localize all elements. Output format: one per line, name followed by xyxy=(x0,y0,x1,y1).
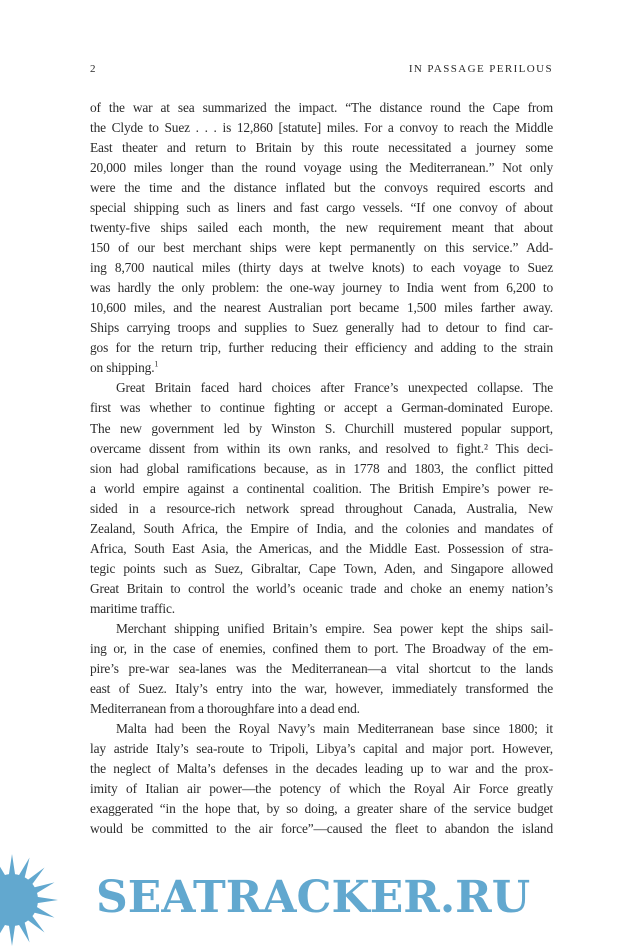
text-line: ing 8,700 nautical miles (thirty days at twelve knots) to each voyage to Suez xyxy=(90,260,553,276)
watermark-text: SEATRACKER.RU xyxy=(96,872,531,923)
text-line: a world empire against a continental coalition. The British Empire’s power re- xyxy=(90,480,553,496)
text-line: maritime traffic. xyxy=(90,600,175,616)
text-line: east of Suez. Italy’s entry into the war, however, immediately transformed the xyxy=(90,680,553,696)
text-line: first was whether to continue fighting or accept a German-dominated Europe. xyxy=(90,400,553,416)
text-line: The new government led by Winston S. Churchill mustered popular support, xyxy=(90,420,553,436)
text-line: Ships carrying troops and supplies to Suez generally had to detour to find car- xyxy=(90,320,553,336)
text-line: were the time and the distance inflated but the convoys required escorts and xyxy=(90,180,553,196)
text-line: Malta had been the Royal Navy’s main Mediterranean base since 1800; it xyxy=(116,720,553,736)
text-line: Zealand, South Africa, the Empire of India, and the colonies and mandates of xyxy=(90,520,553,536)
sun-ray xyxy=(9,924,16,946)
running-header xyxy=(90,63,553,77)
text-line: Merchant shipping unified Britain’s empire. Sea power kept the ships sail- xyxy=(116,620,553,636)
text-line: pire’s pre-war sea-lanes was the Mediterranean—a vital shortcut to the lands xyxy=(90,660,553,676)
running-title: IN PASSAGE PERILOUS xyxy=(408,63,553,75)
text-line: ing or, in the case of enemies, confined them to port. The Broadway of the em- xyxy=(90,640,553,656)
text-line: twenty-five ships sailed each month, the new requirement meant that about xyxy=(90,220,553,236)
text-line: special shipping such as liners and fast cargo vessels. “If one convoy of about xyxy=(90,200,553,216)
sun-ray xyxy=(9,854,16,876)
page-number: 2 xyxy=(90,63,97,75)
text-line: tegic points such as Suez, Gibraltar, Cape Town, Aden, and Singapore allowed xyxy=(90,560,553,576)
sun-ray xyxy=(36,897,58,904)
text-line: Great Britain faced hard choices after France’s unexpected collapse. The xyxy=(116,380,553,396)
text-line: Great Britain to control the world’s oceanic trade and choke an enemy nation’s xyxy=(90,580,553,596)
text-line: Africa, South East Asia, the Americas, and the Middle East. Possession of stra- xyxy=(90,540,553,556)
text-line: gos for the return trip, further reducing their efficiency and adding to the strain xyxy=(90,340,553,356)
text-line: 10,600 miles, and the nearest Australian port became 1,500 miles farther away. xyxy=(90,300,553,316)
text-line: the Clyde to Suez . . . is 12,860 [statute] miles. For a convoy to reach the Middle xyxy=(90,120,553,136)
text-line: the neglect of Malta’s defenses in the decades leading up to war and the prox- xyxy=(90,761,553,777)
text-line: on shipping.$^1$ xyxy=(90,359,159,376)
watermark xyxy=(0,850,642,949)
text-line: sided in a resource-rich network spread throughout Canada, Australia, New xyxy=(90,500,553,516)
text-line: East theater and return to Britain by this route necessitated a journey some xyxy=(90,140,553,156)
text-line: sion had global ramifications because, as in 1778 and 1803, the conflict pitted xyxy=(90,460,553,476)
text-line: of the war at sea summarized the impact. “The distance round the Cape from xyxy=(90,100,553,115)
text-line: would be committed to the air force”—caused the fleet to abandon the island xyxy=(90,821,553,837)
text-line: 20,000 miles longer than the round voyage using the Mediterranean.” Not only xyxy=(90,160,553,176)
footnote-marker[interactable]: 1 xyxy=(154,359,159,369)
text-line: lay astride Italy’s sea-route to Tripoli, Libya’s capital and major port. However, xyxy=(90,741,553,756)
text-line: imity of Italian air power—the potency of which the Royal Air Force greatly xyxy=(90,781,553,797)
text-line: overcame dissent from within its own ranks, and resolved to fight.² This deci- xyxy=(90,440,553,456)
text-line: was hardly the only problem: the one-way journey to India went from 6,200 to xyxy=(90,280,553,296)
text-line: Mediterranean from a thoroughfare into a dead end. xyxy=(90,700,360,716)
body-text xyxy=(90,98,553,839)
text-line: exaggerated “in the hope that, by so doing, a greater share of the service budget xyxy=(90,801,553,817)
text-line: 150 of our best merchant ships were kept permanently on this service.” Add- xyxy=(90,240,553,256)
sun-icon xyxy=(0,850,90,949)
